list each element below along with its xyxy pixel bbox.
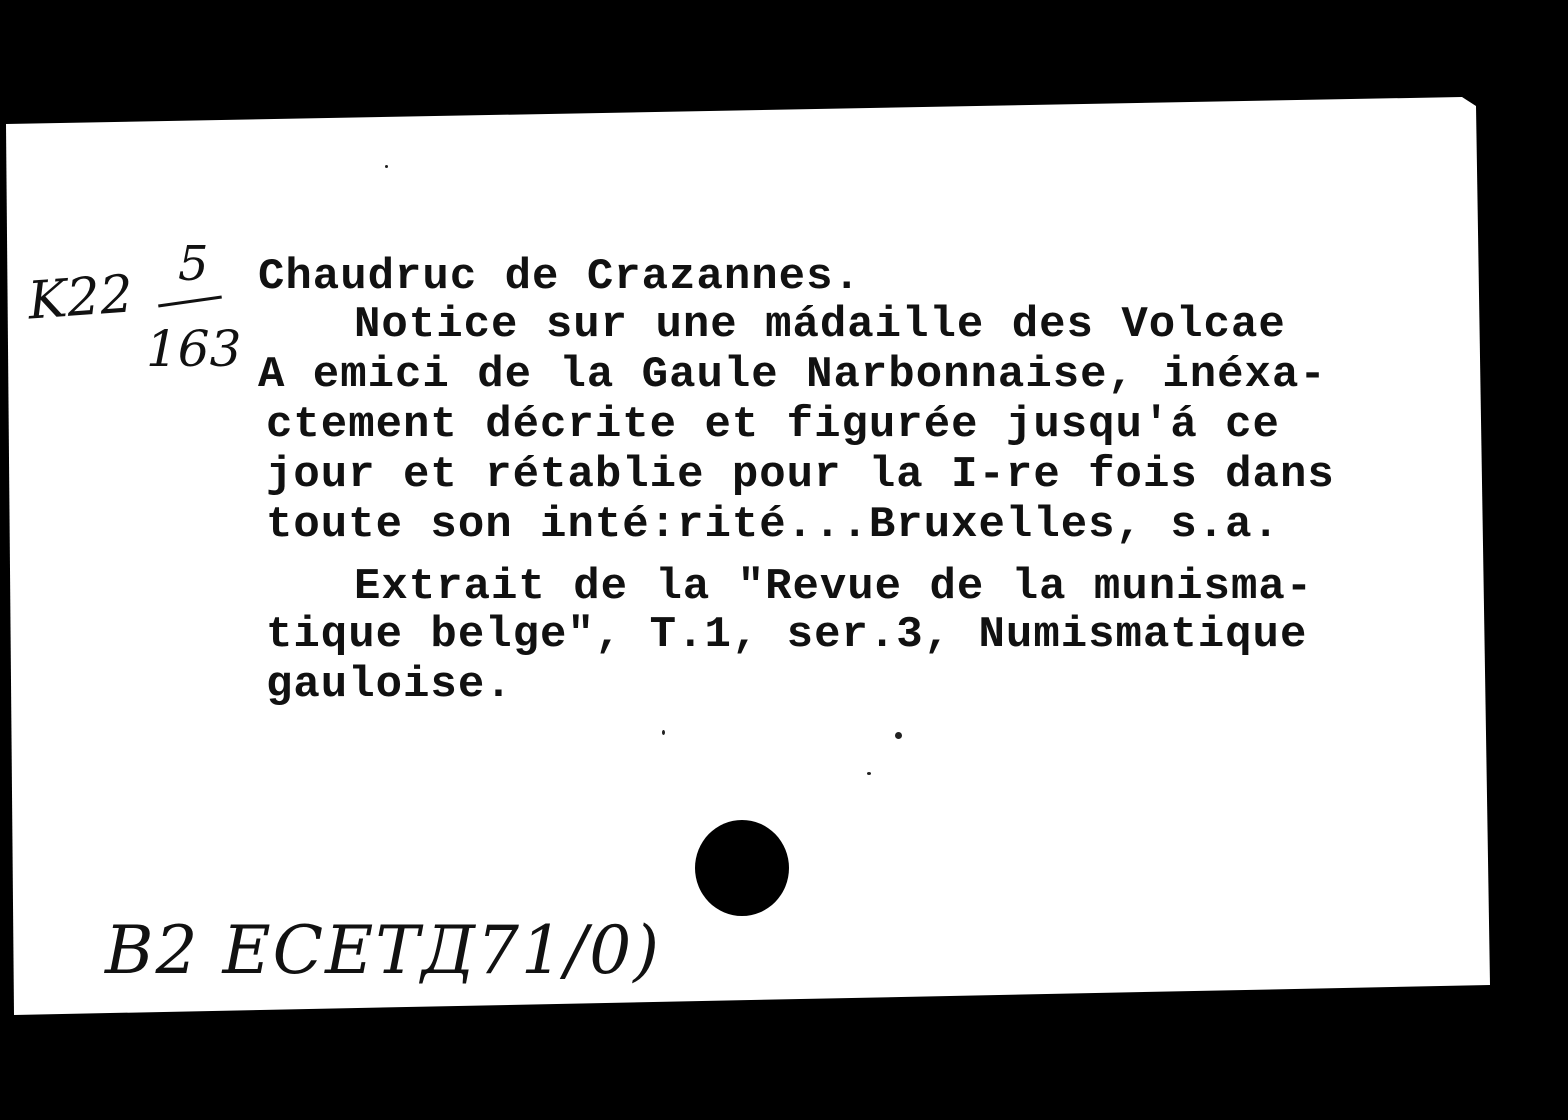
shelf-number-handwritten: K22 [26,264,135,332]
entry-title-line-4: jour et rétablie pour la I-re fois dans [266,450,1335,500]
entry-title-line-5: toute son inté:rité...Bruxelles, s.a. [266,500,1280,550]
ink-speck [867,772,871,775]
ink-speck [895,732,902,739]
entry-title-line-2: A emici de la Gaule Narbonnaise, inéxa- [258,350,1327,400]
call-number-handwritten: B2 ECETД71/0) [105,912,661,989]
entry-title-line-3: ctement décrite et figurée jusqu'á ce [266,400,1280,450]
shelf-fraction-bottom: 163 [146,320,242,378]
entry-title-line-1: Notice sur une mádaille des Volcae [354,300,1286,350]
entry-note-line-3: gauloise. [266,660,513,710]
punch-hole [695,820,789,916]
ink-speck [385,165,388,168]
entry-note-line-2: tique belge", T.1, ser.3, Numismatique [266,610,1308,660]
ink-speck [662,730,665,735]
entry-author-line: Chaudruc de Crazannes. [258,252,861,302]
shelf-fraction-top: 5 [178,236,209,292]
entry-note-line-1: Extrait de la "Revue de la munisma- [354,562,1314,612]
